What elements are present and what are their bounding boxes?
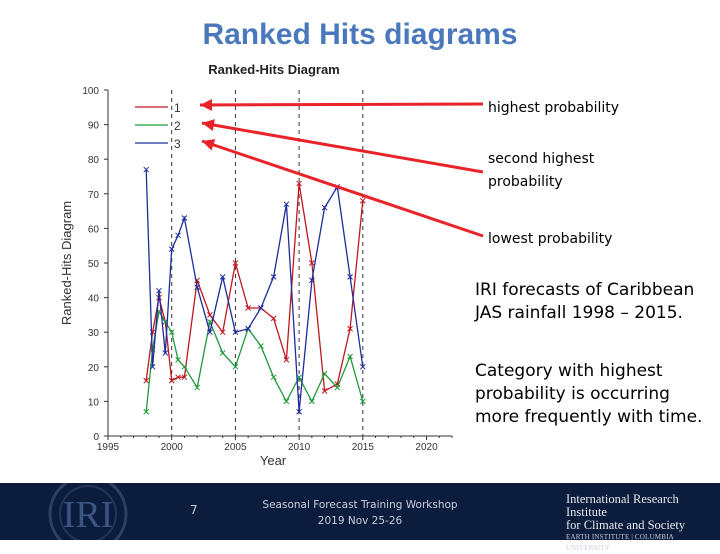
annotation-second-line1: second highest (488, 151, 595, 167)
arrow-second-highest (202, 119, 483, 172)
arrow-highest-shaft (200, 104, 483, 105)
y-tick-label: 60 (87, 224, 99, 236)
x-tick-label: 1995 (96, 442, 120, 453)
workshop-title: Seasonal Forecast Training Workshop (262, 499, 458, 511)
y-axis-label: Ranked-Hits Diagram (59, 200, 74, 326)
institution-line2: for Climate and Society (566, 518, 686, 532)
y-tick-label: 50 (87, 259, 99, 270)
page-number: 7 (190, 503, 198, 517)
institution-line1: International Research Institute (566, 492, 679, 519)
chart-title: Ranked-Hits Diagram (208, 62, 340, 77)
annotation-second-highest (488, 148, 594, 194)
series-2-point (309, 399, 314, 404)
legend-label-1: 1 (174, 101, 181, 115)
institution-line3: EARTH INSTITUTE | COLUMBIA UNIVERSITY (566, 533, 674, 552)
axis-layer (82, 86, 452, 453)
series-2-point (284, 399, 289, 404)
legend (135, 101, 181, 151)
y-tick-label: 10 (87, 397, 99, 409)
category-note (475, 360, 702, 429)
x-axis-label: Year (259, 453, 287, 468)
iri-logo (18, 483, 148, 540)
iri-logo-text: IRI (62, 494, 114, 536)
series-2-point (271, 375, 276, 380)
y-tick-label: 100 (82, 86, 99, 97)
category-note-line1: Category with highest (475, 361, 663, 381)
y-tick-label: 80 (87, 155, 99, 167)
x-tick-label: 2000 (160, 442, 183, 453)
legend-label-3: 3 (174, 137, 181, 151)
workshop-date: 2019 Nov 25-26 (317, 515, 403, 527)
arrow-lowest-head (202, 139, 215, 150)
x-tick-label: 2010 (287, 442, 311, 453)
arrow-highest (200, 99, 483, 111)
footer-bar (0, 483, 720, 552)
x-tick-label: 2015 (351, 442, 374, 453)
institution-wordmark (566, 493, 716, 554)
forecast-note-line1: IRI forecasts of Caribbean (475, 280, 695, 300)
legend-label-2: 2 (174, 119, 181, 133)
workshop-info (255, 497, 465, 529)
forecast-note (475, 279, 694, 325)
slide-title: Ranked Hits diagrams (202, 18, 518, 51)
arrow-second-highest-shaft (202, 123, 483, 172)
y-tick-label: 90 (87, 120, 99, 132)
y-tick-label: 0 (93, 432, 99, 443)
forecast-note-line2: JAS rainfall 1998 – 2015. (475, 303, 683, 323)
arrow-highest-head (200, 99, 212, 111)
series-layer (144, 167, 366, 414)
series-2-line (146, 311, 363, 411)
category-note-line3: more frequently with time. (475, 407, 703, 427)
y-tick-label: 20 (87, 362, 99, 374)
series-3-line (146, 170, 363, 412)
series-2-point (258, 344, 263, 349)
x-tick-label: 2005 (224, 442, 247, 453)
x-tick-label: 2020 (415, 442, 438, 453)
y-tick-label: 40 (87, 293, 99, 305)
annotation-highest: highest probability (488, 100, 620, 116)
arrow-second-highest-head (202, 119, 215, 131)
annotation-lowest: lowest probability (488, 231, 613, 247)
y-tick-label: 30 (87, 328, 99, 340)
annotation-second-line2: probability (488, 174, 563, 190)
y-tick-label: 70 (87, 189, 99, 201)
category-note-line2: probability is occurring (475, 384, 670, 404)
